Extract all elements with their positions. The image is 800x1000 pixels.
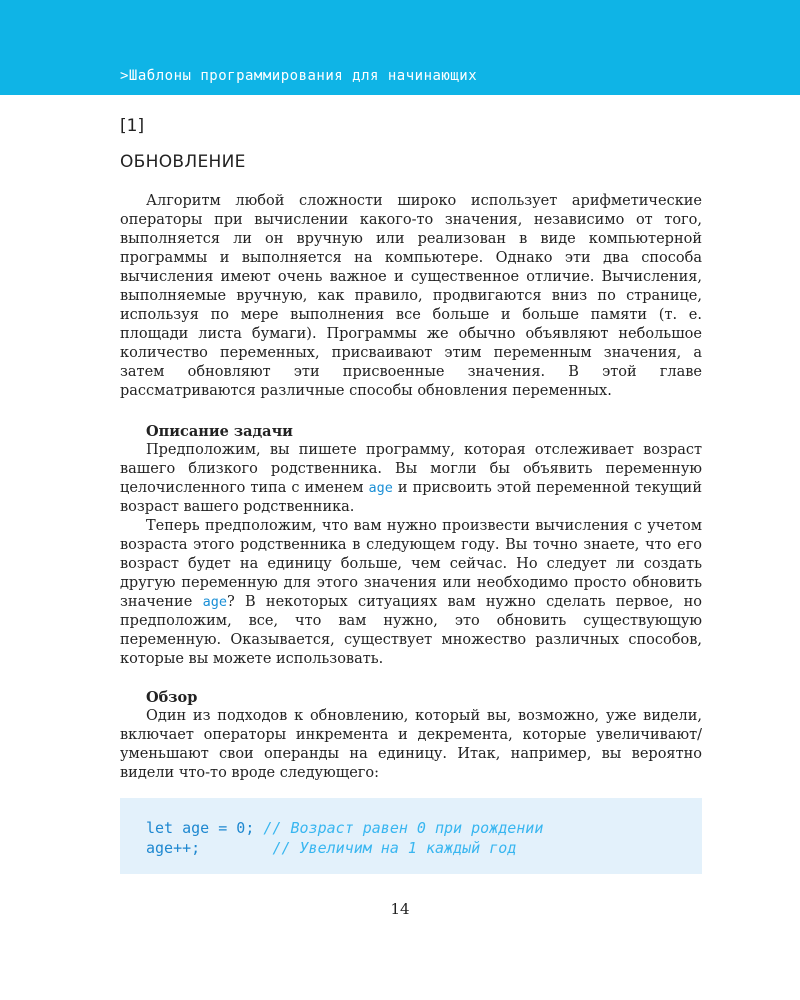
task-section-body (120, 441, 702, 669)
inline-code-age: age (368, 480, 393, 496)
code-comment: // Увеличим на 1 каждый год (272, 839, 517, 857)
section-heading-task: Описание задачи (146, 423, 293, 440)
code-comment: // Возраст равен 0 при рождении (263, 819, 544, 837)
intro-paragraph (120, 192, 702, 401)
task-paragraph-2: Теперь предположим, что вам нужно произвести вычисления с учетом возраста этого родственника в следующем году. Вы точно знаете, что его возраст будет на единицу больше, чем сейчас. Но следует ли создать другую переменную для этого значения или необходимо просто обновить значение age? В некоторых ситуациях вам нужно сделать первое, но предположим, все, что вам нужно, это обновить существующую переменную. Оказывается, существует множество различных способов, которые вы можете использовать. (120, 518, 702, 667)
page-header (0, 0, 800, 95)
intro-text: Алгоритм любой сложности широко использует арифметические операторы при вычислении какого-то значения, независимо от того, выполняется ли он вручную или реализован в виде компьютерной программы и выполняется на компьютере. Однако эти два способа вычисления имеют очень важное и существенное отличие. Вычисления, выполняемые вручную, как правило, продвигаются вниз по странице, используя по мере выполнения все больше и больше памяти (т. е. площади листа бумаги). Программы же обычно объявляют небольшое количество переменных, присваивают этим переменным значения, а затем обновляют эти присвоенные значения. В этой главе рассматриваются различные способы обновления переменных. (120, 193, 702, 399)
chapter-number: [1] (120, 116, 145, 136)
task-paragraph-1: Предположим, вы пишете программу, которая отслеживает возраст вашего близкого родственника. Вы могли бы объявить переменную целочисленного типа с именем age и присвоить этой переменной текущий возраст вашего родственника. (120, 442, 702, 515)
page-number: 14 (390, 900, 410, 918)
overview-paragraph: Один из подходов к обновлению, который вы, возможно, уже видели, включает операторы инкремента и декремента, которые увеличивают/уменьшают свои операнды на единицу. Итак, например, вы вероятно видели что-то вроде следующего: (120, 708, 702, 781)
code-line-1: let age = 0; // Возраст равен 0 при рождении (146, 819, 544, 837)
overview-section-body (120, 707, 702, 783)
inline-code-age: age (202, 594, 227, 610)
chapter-title: ОБНОВЛЕНИЕ (120, 152, 246, 172)
code-block (120, 798, 702, 874)
header-title: >Шаблоны программирования для начинающих (120, 68, 478, 84)
code-line-2: age++; // Увеличим на 1 каждый год (146, 839, 517, 857)
section-heading-overview: Обзор (146, 689, 198, 706)
